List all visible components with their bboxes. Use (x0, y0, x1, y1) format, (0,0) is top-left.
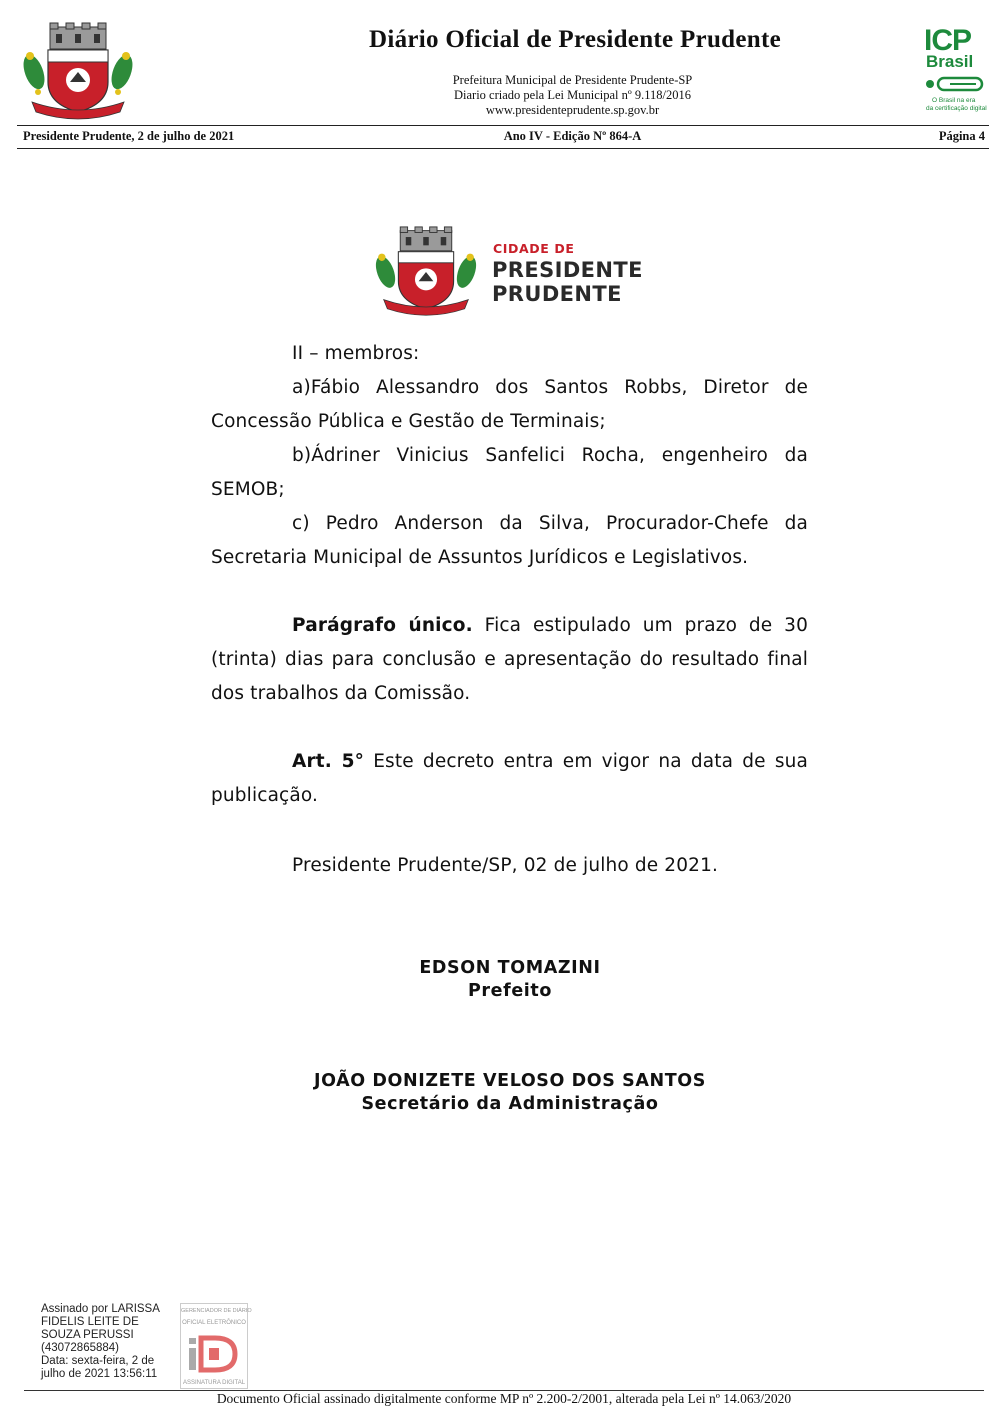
signature-info-line: Assinado por LARISSA (41, 1303, 160, 1315)
item-heading: II – membros: (292, 343, 420, 364)
digital-seal (180, 1303, 252, 1389)
icp-brasil-logo (918, 26, 990, 118)
header-edition: Ano IV - Edição Nº 864-A (503, 129, 642, 143)
icp-logo-tagline1: O Brasil na era (932, 97, 976, 104)
member-c-label: c) (292, 513, 310, 534)
header-subtitle-1: Prefeitura Municipal de Presidente Prudente-SP (452, 73, 693, 87)
signature-info-line: FIDELIS LEITE DE (41, 1316, 139, 1328)
article-5-label: Art. 5° (292, 751, 365, 772)
member-b-text: Ádriner Vinicius Sanfelici Rocha, engenheiro da SEMOB; (211, 445, 808, 500)
member-c-text: Pedro Anderson da Silva, Procurador-Chefe da Secretaria Municipal de Assuntos Jurídicos e Legislativos. (211, 513, 808, 568)
seal-bottom-text: ASSINATURA DIGITAL (182, 1380, 246, 1386)
seal-top-text-2: OFICIAL ELETRÔNICO (182, 1320, 246, 1326)
place-date: Presidente Prudente/SP, 02 de julho de 2021. (292, 855, 719, 876)
city-logo-line3: PRUDENTE (492, 282, 622, 306)
digital-signature-info (41, 1303, 176, 1381)
city-coat-of-arms (372, 226, 480, 318)
header-website: www.presidenteprudente.sp.gov.br (485, 103, 660, 117)
signature-2-role: Secretário da Administração (361, 1094, 659, 1114)
header-date: Presidente Prudente, 2 de julho de 2021 (23, 129, 235, 143)
icp-logo-line1: ICP (924, 24, 972, 57)
signature-info-line: julho de 2021 13:56:11 (41, 1368, 158, 1380)
member-b (211, 439, 808, 507)
header-divider-bottom (17, 148, 989, 149)
signature-info-line: Data: sexta-feira, 2 de (41, 1355, 155, 1367)
header-divider-top (17, 125, 989, 126)
header-coat-of-arms (20, 22, 136, 122)
icp-logo-tagline2: da certificação digital (926, 105, 987, 112)
paragrafo-unico-label: Parágrafo único. (292, 615, 473, 636)
icp-logo-line2: Brasil (926, 52, 974, 71)
signature-2-name: JOÃO DONIZETE VELOSO DOS SANTOS (313, 1071, 706, 1091)
city-crest-icon (372, 226, 480, 318)
page-title: Diário Oficial de Presidente Prudente (369, 26, 781, 53)
header-page-number: Página 4 (938, 129, 985, 143)
member-a-label: a) (292, 377, 311, 398)
signature-info-line: (43072865884) (41, 1342, 120, 1354)
signature-info-line: SOUZA PERUSSI (41, 1329, 134, 1341)
paragrafo-unico (211, 609, 808, 711)
member-a (211, 371, 808, 439)
id-seal-icon (187, 1334, 241, 1374)
member-b-label: b) (292, 445, 312, 466)
signature-1-role: Prefeito (468, 981, 552, 1001)
key-icon (922, 74, 986, 94)
member-a-text: Fábio Alessandro dos Santos Robbs, Diretor de Concessão Pública e Gestão de Terminais; (211, 377, 808, 432)
header-subtitle-2: Diario criado pela Lei Municipal nº 9.118/2016 (453, 88, 692, 102)
seal-top-text-1: GERENCIADOR DE DIÁRIO (181, 1308, 252, 1314)
article-5-text: Este decreto entra em vigor na data de sua publicação. (211, 751, 808, 806)
city-logo-line2: PRESIDENTE (492, 258, 643, 282)
city-logo-line1: CIDADE DE (493, 241, 575, 256)
signature-1-name: EDSON TOMAZINI (419, 958, 601, 978)
article-5 (211, 745, 808, 813)
member-c (211, 507, 808, 575)
coat-of-arms-icon (20, 22, 136, 122)
footer-legal-notice: Documento Oficial assinado digitalmente conforme MP nº 2.200-2/2001, alterada pela Lei nº 14.063/2020 (216, 1391, 792, 1406)
paragrafo-unico-text: Fica estipulado um prazo de 30 (trinta) dias para conclusão e apresentação do resultado final dos trabalhos da Comissão. (211, 615, 808, 704)
